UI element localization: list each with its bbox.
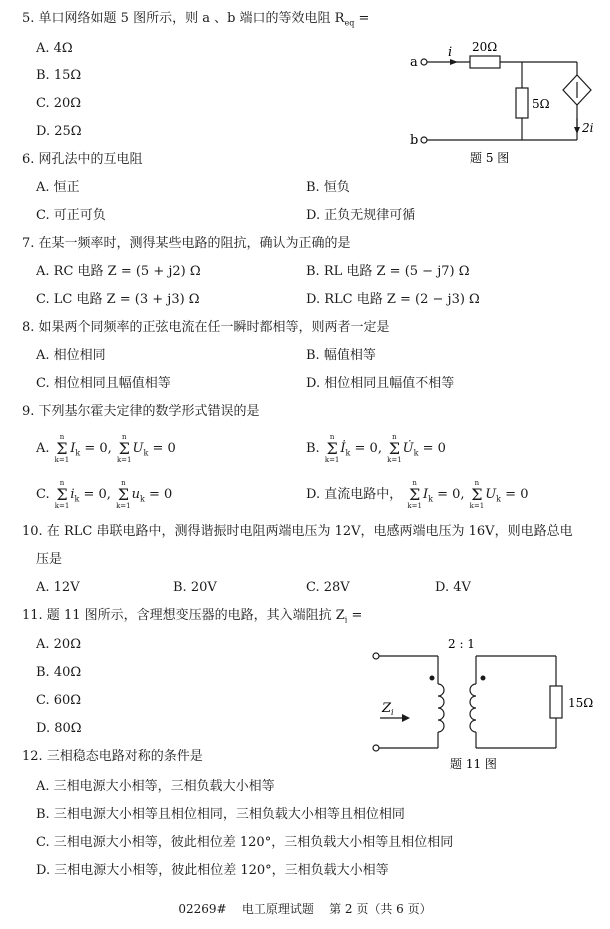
- q11-stem: 11. 题 11 图所示，含理想变压器的电路，其入端阻抗 $Z_i$ =: [22, 608, 363, 625]
- q9-option-d: D. 直流电路中， n Σ k=1 $I_k = 0$, n Σ k=1 $U_k = 0$: [306, 478, 529, 510]
- q10-option-d: D. 4V: [435, 580, 471, 595]
- sum-symbol: n Σ k=1: [469, 478, 485, 510]
- q12-option-b: B. 三相电源大小相等且相位相同，三相负载大小相等且相位相同: [36, 807, 405, 822]
- q9-option-a: A. n Σ k=1 $I_k = 0$, n Σ k=1 $U_k = 0$: [36, 432, 176, 464]
- q6-stem: 6. 网孔法中的互电阻: [22, 152, 143, 167]
- label-2i: 2i: [582, 121, 594, 135]
- input-terminal-top: [373, 653, 379, 659]
- q7-option-c: C. LC 电路 Z = (3 + j3) Ω: [36, 292, 200, 307]
- q12-option-d: D. 三相电源大小相等，彼此相位差 120°，三相负载大小相等: [36, 863, 389, 878]
- q12-stem: 12. 三相稳态电路对称的条件是: [22, 749, 203, 764]
- q6-option-a: A. 恒正: [36, 180, 80, 195]
- source-arrow: [574, 127, 580, 134]
- secondary-dot: [481, 676, 486, 681]
- q8-option-b: B. 幅值相等: [306, 348, 376, 363]
- label-ratio: 2 : 1: [448, 637, 475, 651]
- terminal-a: [421, 59, 427, 65]
- q7-stem: 7. 在某一频率时，测得某些电路的阻抗，确认为正确的是: [22, 236, 351, 251]
- q10-stem-line1: 10. 在 RLC 串联电路中，测得谐振时电阻两端电压为 12V，电感两端电压为 16V，则电路总电: [22, 524, 573, 539]
- primary-dot: [430, 676, 435, 681]
- sum-symbol: n Σ k=1: [54, 478, 70, 510]
- q5-circuit-diagram: [392, 30, 602, 170]
- q12-option-c: C. 三相电源大小相等，彼此相位差 120°，三相负载大小相等且相位相同: [36, 835, 454, 850]
- primary-coil: [438, 684, 444, 732]
- q5-caption: 题 5 图: [470, 151, 510, 165]
- q11-transformer-diagram: [362, 632, 602, 772]
- q7-option-a: A. RC 电路 Z = (5 + j2) Ω: [36, 264, 201, 279]
- q8-option-d: D. 相位相同且幅值不相等: [306, 376, 455, 391]
- input-terminal-bottom: [373, 745, 379, 751]
- q9-option-c: C. n Σ k=1 $i_k = 0$, n Σ k=1 $u_k = 0$: [36, 478, 173, 510]
- q11-option-b: B. 40Ω: [36, 665, 82, 680]
- label-a: a: [410, 55, 418, 70]
- q6-option-b: B. 恒负: [306, 180, 350, 195]
- q6-option-d: D. 正负无规律可循: [306, 208, 416, 223]
- q8-option-a: A. 相位相同: [36, 348, 106, 363]
- secondary-coil: [470, 684, 476, 732]
- q11-option-a: A. 20Ω: [36, 637, 81, 652]
- sum-symbol: n Σ k=1: [324, 432, 340, 464]
- label-b: b: [410, 133, 419, 148]
- label-20ohm: 20Ω: [472, 40, 498, 54]
- q12-option-a: A. 三相电源大小相等，三相负载大小相等: [36, 779, 275, 794]
- q10-option-a: A. 12V: [36, 580, 80, 595]
- sum-symbol: n Σ k=1: [54, 432, 70, 464]
- q11-option-d: D. 80Ω: [36, 721, 82, 736]
- zi-arrow: [402, 714, 410, 722]
- sum-symbol: n Σ k=1: [116, 478, 131, 510]
- q5-option-a: A. 4Ω: [36, 41, 73, 56]
- label-15ohm: 15Ω: [568, 696, 594, 710]
- resistor-20: [470, 56, 500, 68]
- q7-option-b: B. RL 电路 Z = (5 − j7) Ω: [306, 264, 470, 279]
- q6-option-c: C. 可正可负: [36, 208, 106, 223]
- label-5ohm: 5Ω: [532, 97, 550, 111]
- sum-symbol: n Σ k=1: [387, 432, 402, 464]
- q9-stem: 9. 下列基尔霍夫定律的数学形式错误的是: [22, 404, 260, 419]
- resistor-5: [516, 88, 528, 118]
- q11-figure: [362, 632, 602, 772]
- q7-option-d: D. RLC 电路 Z = (2 − j3) Ω: [306, 292, 480, 307]
- label-i: i: [448, 45, 453, 60]
- q8-option-c: C. 相位相同且幅值相等: [36, 376, 171, 391]
- q8-stem: 8. 如果两个同频率的正弦电流在任一瞬时都相等，则两者一定是: [22, 320, 390, 335]
- q9-option-b: B. n Σ k=1 $İ_k = 0$, n Σ k=1 $U̇_k = 0$: [306, 432, 446, 464]
- q5-option-c: C. 20Ω: [36, 96, 82, 111]
- q11-caption: 题 11 图: [450, 757, 497, 771]
- q10-stem-line2: 压是: [36, 552, 63, 567]
- q5-stem: 5. 单口网络如题 5 图所示，则 a 、b 端口的等效电阻 $R_{eq}$ =: [22, 11, 370, 28]
- load-resistor: [550, 686, 562, 718]
- sum-symbol: n Σ k=1: [407, 478, 422, 510]
- q10-option-b: B. 20V: [173, 580, 217, 595]
- q5-option-d: D. 25Ω: [36, 124, 82, 139]
- label-zi: $Z_i$: [382, 701, 394, 717]
- q5-option-b: B. 15Ω: [36, 68, 82, 83]
- sum-symbol: n Σ k=1: [116, 432, 132, 464]
- q11-option-c: C. 60Ω: [36, 693, 82, 708]
- terminal-b: [421, 137, 427, 143]
- page-footer: 02269# 电工原理试题 第 2 页（共 6 页）: [178, 902, 432, 916]
- q5-figure: [392, 30, 602, 170]
- q10-option-c: C. 28V: [306, 580, 350, 595]
